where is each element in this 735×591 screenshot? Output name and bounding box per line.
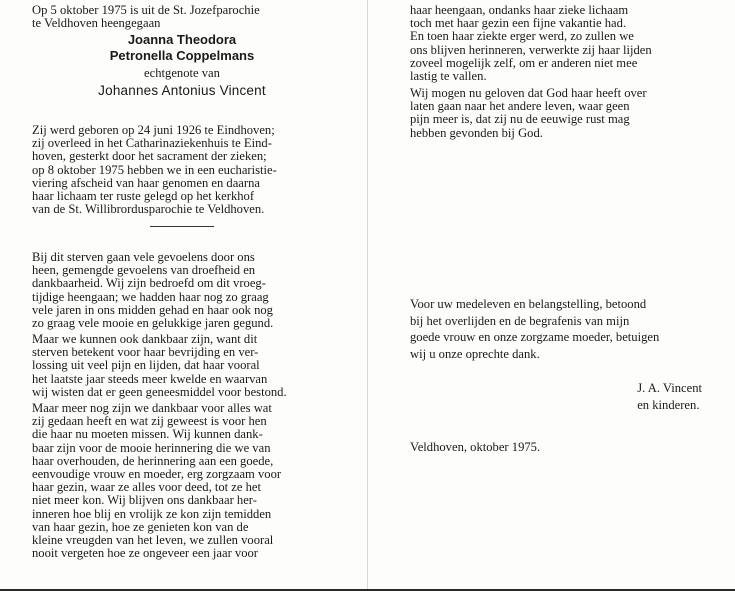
biography-text: Zij werd geboren op 24 juni 1926 te Eindhoven; zij overleed in het Catharinaziekenhuis te Eind- hoven, gesterkt door het sacrament der zieken; op 8 oktober 1975 hebben we in een eucharistie- viering afscheid van haar genomen en daarna haar lichaam ter ruste gelegd op het kerkhof van de St. Willibrordusparochie te Veldhoven. [32,123,277,217]
right-page [410,0,702,589]
faith-paragraph: Wij mogen nu geloven dat God haar heeft over laten gaan naar het andere leven, waar geen pijn meer is, dat zij nu de eeuwige rust mag hebben gevonden bij God. [410,86,647,140]
intro-text: Op 5 oktober 1975 is uit de St. Jozefparochie te Veldhoven heengegaan [32,3,260,31]
spouse-label: echtgenote van [144,66,220,80]
continuation-paragraph: haar heengaan, ondanks haar zieke lichaam toch met haar gezin een fijne vakantie had. En toen haar ziekte erger werd, zo zullen we ons blijven herinneren, verwerkte zij haar lijden zoveel mogelijk zelf, om er anderen niet mee lastig te vallen. [410,3,652,84]
deceased-given-names: Joanna Theodora [127,32,237,47]
deceased-surname: Petronella Coppelmans [109,48,255,63]
left-page [32,0,332,589]
reflection-paragraph-2: Maar we kunnen ook dankbaar zijn, want dit sterven betekent voor haar bevrijding en ver- lossing uit veel pijn en lijden, dat haar vooral het laatste jaar steeds meer kwelde en waarvan wij wisten dat er geen geneesmiddel voor bestond. [32,332,287,399]
card-fold-line [367,0,368,589]
signature: J. A. Vincent en kinderen. [637,381,702,412]
deceased-name-block [32,32,332,100]
section-divider [150,226,214,227]
reflection-paragraph-3: Maar meer nog zijn we dankbaar voor alles wat zij gedaan heeft en wat zij geweest is voor hen die haar nu moeten missen. Wij kunnen dank- baar zijn voor de mooie herinnering die we van haar overhouden, de herinnering aan een goede, eenvoudige vrouw en moeder, erg zorgzaam voor haar gezin, waar ze alles voor deed, tot ze het niet meer kon. Wij blijven ons dankbaar her- inneren hoe blij en vrolijk ze kon zijn temidden van haar gezin, hoe ze genieten kon van de kleine vreugden van het leven, we zullen vooral nooit vergeten hoe ze ongeveer een jaar voor [32,401,282,561]
spouse-name: Johannes Antonius Vincent [98,83,266,98]
reflection-paragraph-1: Bij dit sterven gaan vele gevoelens door ons heen, gemengde gevoelens van droefheid en dankbaarheid. Wij zijn bedroefd om dit vroeg- tijdige heengaan; we hadden haar nog zo graag vele jaren in ons midden gehad en haar ook nog zo graag vele mooie en gelukkige jaren gegund. [32,250,274,331]
place-and-date: Veldhoven, oktober 1975. [410,440,541,454]
thanks-paragraph: Voor uw medeleven en belangstelling, betoond bij het overlijden en de begrafenis van mijn goede vrouw en onze zorgzame moeder, betuigen wij u onze oprechte dank. [410,297,660,361]
